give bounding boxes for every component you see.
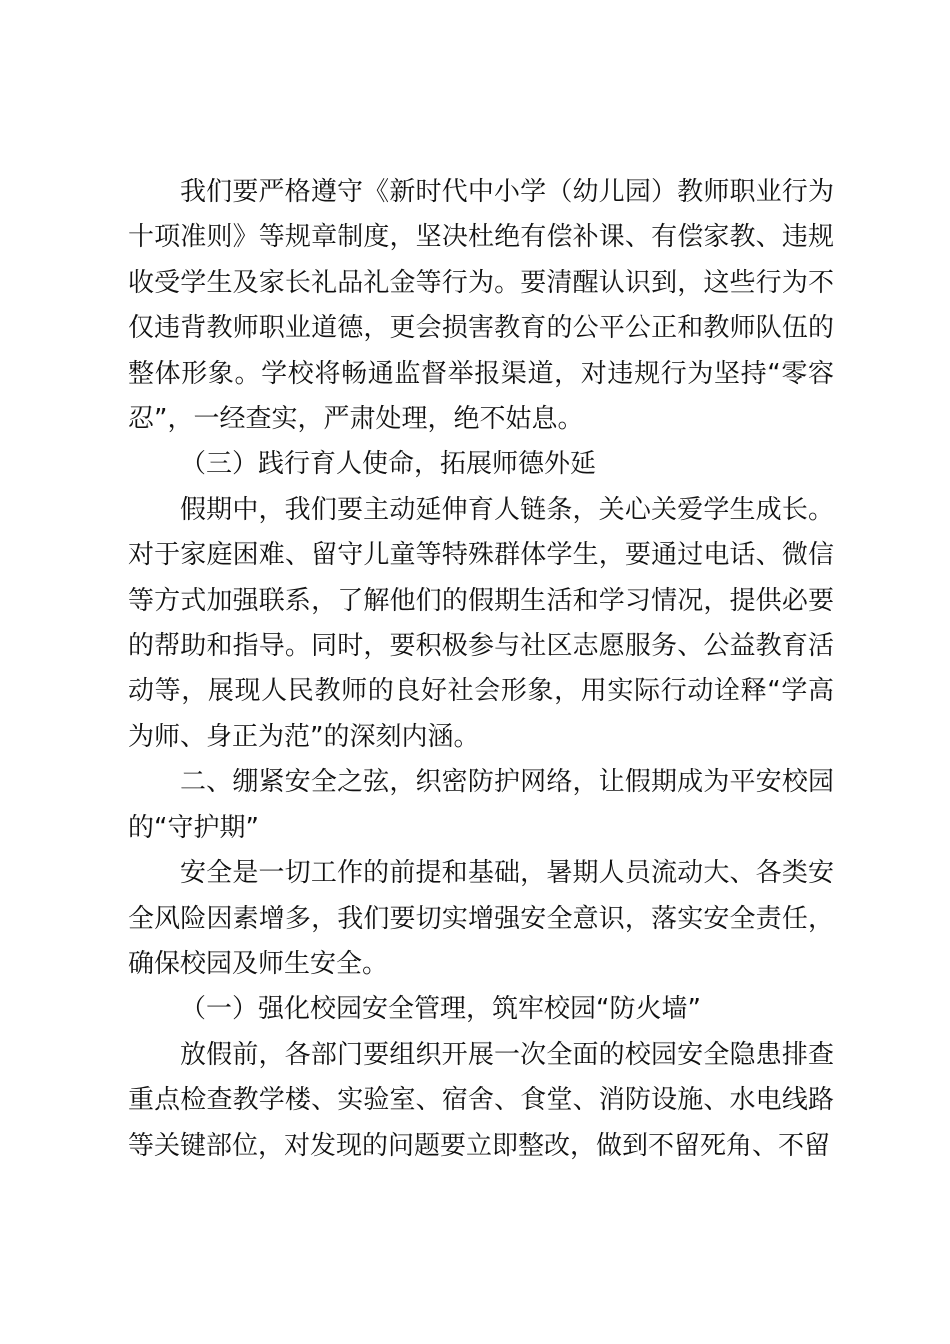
paragraph-hazard-inspection: 放假前，各部门要组织开展一次全面的校园安全隐患排查重点检查教学楼、实验室、宿舍、食堂、消防设施、水电线路等关键部位，对发现的问题要立即整改，做到不留死角、不留	[128, 1039, 834, 1161]
paragraph-holiday-care: 假期中，我们要主动延伸育人链条，关心关爱学生成长。对于家庭困难、留守儿童等特殊群体学生，要通过电话、微信等方式加强联系，了解他们的假期生活和学习情况，提供必要的帮助和指导。同时，要积极参与社区志愿服务、公益教育活动等，展现人民教师的良好社会形象，用实际行动诠释“学高为师、身正为范”的深刻内涵。	[128, 494, 834, 752]
document-body	[128, 170, 834, 1169]
heading-campus-safety: （一）强化校园安全管理，筑牢校园“防火墙”	[180, 994, 701, 1025]
heading-safety-section: 二、绷紧安全之弦，织密防护网络，让假期成为平安校园的“守护期”	[128, 767, 834, 843]
paragraph-conduct-rules: 我们要严格遵守《新时代中小学（幼儿园）教师职业行为十项准则》等规章制度，坚决杜绝有偿补课、有偿家教、违规收受学生及家长礼品礼金等行为。要清醒认识到，这些行为不仅违背教师职业道德，更会损害教育的公平公正和教师队伍的整体形象。学校将畅通监督举报渠道，对违规行为坚持“零容忍”，一经查实，严肃处理，绝不姑息。	[128, 177, 834, 435]
heading-practice-mission: （三）践行育人使命，拓展师德外延	[180, 449, 597, 480]
paragraph-safety-intro: 安全是一切工作的前提和基础，暑期人员流动大、各类安全风险因素增多，我们要切实增强安全意识，落实安全责任，确保校园及师生安全。	[128, 858, 834, 979]
